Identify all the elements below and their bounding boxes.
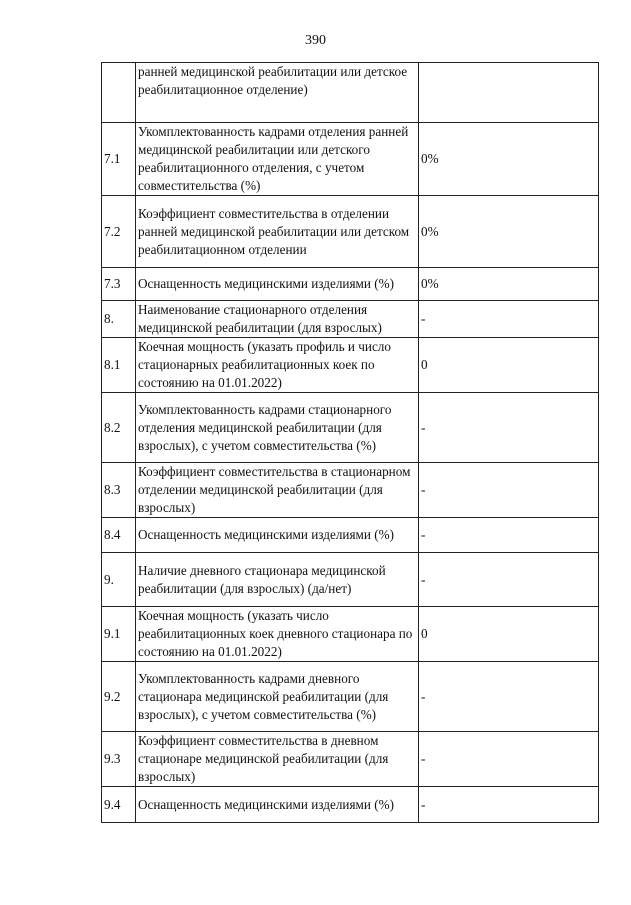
row-description: Укомплектованность кадрами дневного стационара медицинской реабилитации (для взрослых), с учетом совместительства (%)	[136, 662, 419, 732]
row-description: Оснащенность медицинскими изделиями (%)	[136, 787, 419, 823]
row-value: -	[419, 301, 599, 338]
row-number: 7.1	[102, 123, 136, 196]
page-number: 390	[305, 33, 326, 48]
row-number: 9.4	[102, 787, 136, 823]
row-value: -	[419, 732, 599, 787]
row-value: 0%	[419, 268, 599, 301]
row-value: 0	[419, 338, 599, 393]
row-value: -	[419, 662, 599, 732]
row-description: Коэффициент совместительства в стационарном отделении медицинской реабилитации (для взрослых)	[136, 463, 419, 518]
row-value: -	[419, 518, 599, 553]
table-row	[102, 123, 599, 196]
row-number: 9.1	[102, 607, 136, 662]
row-description: Коечная мощность (указать число реабилитационных коек дневного стационара по состоянию на 01.01.2022)	[136, 607, 419, 662]
row-number: 9.2	[102, 662, 136, 732]
table-row	[102, 607, 599, 662]
row-description: Коэффициент совместительства в дневном стационаре медицинской реабилитации (для взрослых)	[136, 732, 419, 787]
row-description: Наличие дневного стационара медицинской реабилитации (для взрослых) (да/нет)	[136, 553, 419, 607]
row-number	[102, 63, 136, 123]
row-value: -	[419, 553, 599, 607]
row-value: 0%	[419, 123, 599, 196]
row-description: ранней медицинской реабилитации или детское реабилитационное отделение)	[136, 63, 419, 123]
row-value: 0%	[419, 196, 599, 268]
table-row	[102, 463, 599, 518]
row-description: Укомплектованность кадрами стационарного отделения медицинской реабилитации (для взрослых), с учетом совместительства (%)	[136, 393, 419, 463]
row-number: 9.3	[102, 732, 136, 787]
table-row	[102, 787, 599, 823]
row-number: 8.	[102, 301, 136, 338]
table-row	[102, 732, 599, 787]
row-description: Укомплектованность кадрами отделения ранней медицинской реабилитации или детского реабилитационного отделения, с учетом совместительства (%)	[136, 123, 419, 196]
row-description: Коэффициент совместительства в отделении ранней медицинской реабилитации или детском реабилитационном отделении	[136, 196, 419, 268]
row-number: 8.4	[102, 518, 136, 553]
table-row	[102, 393, 599, 463]
row-number: 8.1	[102, 338, 136, 393]
table-row	[102, 301, 599, 338]
table-row	[102, 553, 599, 607]
table-row	[102, 63, 599, 123]
table-row	[102, 338, 599, 393]
row-value	[419, 63, 599, 123]
indicators-table	[101, 62, 599, 823]
row-value: -	[419, 463, 599, 518]
row-description: Наименование стационарного отделения медицинской реабилитации (для взрослых)	[136, 301, 419, 338]
row-value: -	[419, 787, 599, 823]
table-row	[102, 196, 599, 268]
table-row	[102, 662, 599, 732]
row-number: 8.3	[102, 463, 136, 518]
row-number: 7.3	[102, 268, 136, 301]
table-row	[102, 518, 599, 553]
table-row	[102, 268, 599, 301]
row-description: Оснащенность медицинскими изделиями (%)	[136, 518, 419, 553]
row-description: Коечная мощность (указать профиль и число стационарных реабилитационных коек по состоянию на 01.01.2022)	[136, 338, 419, 393]
row-value: -	[419, 393, 599, 463]
row-number: 8.2	[102, 393, 136, 463]
row-number: 7.2	[102, 196, 136, 268]
row-number: 9.	[102, 553, 136, 607]
row-description: Оснащенность медицинскими изделиями (%)	[136, 268, 419, 301]
row-value: 0	[419, 607, 599, 662]
